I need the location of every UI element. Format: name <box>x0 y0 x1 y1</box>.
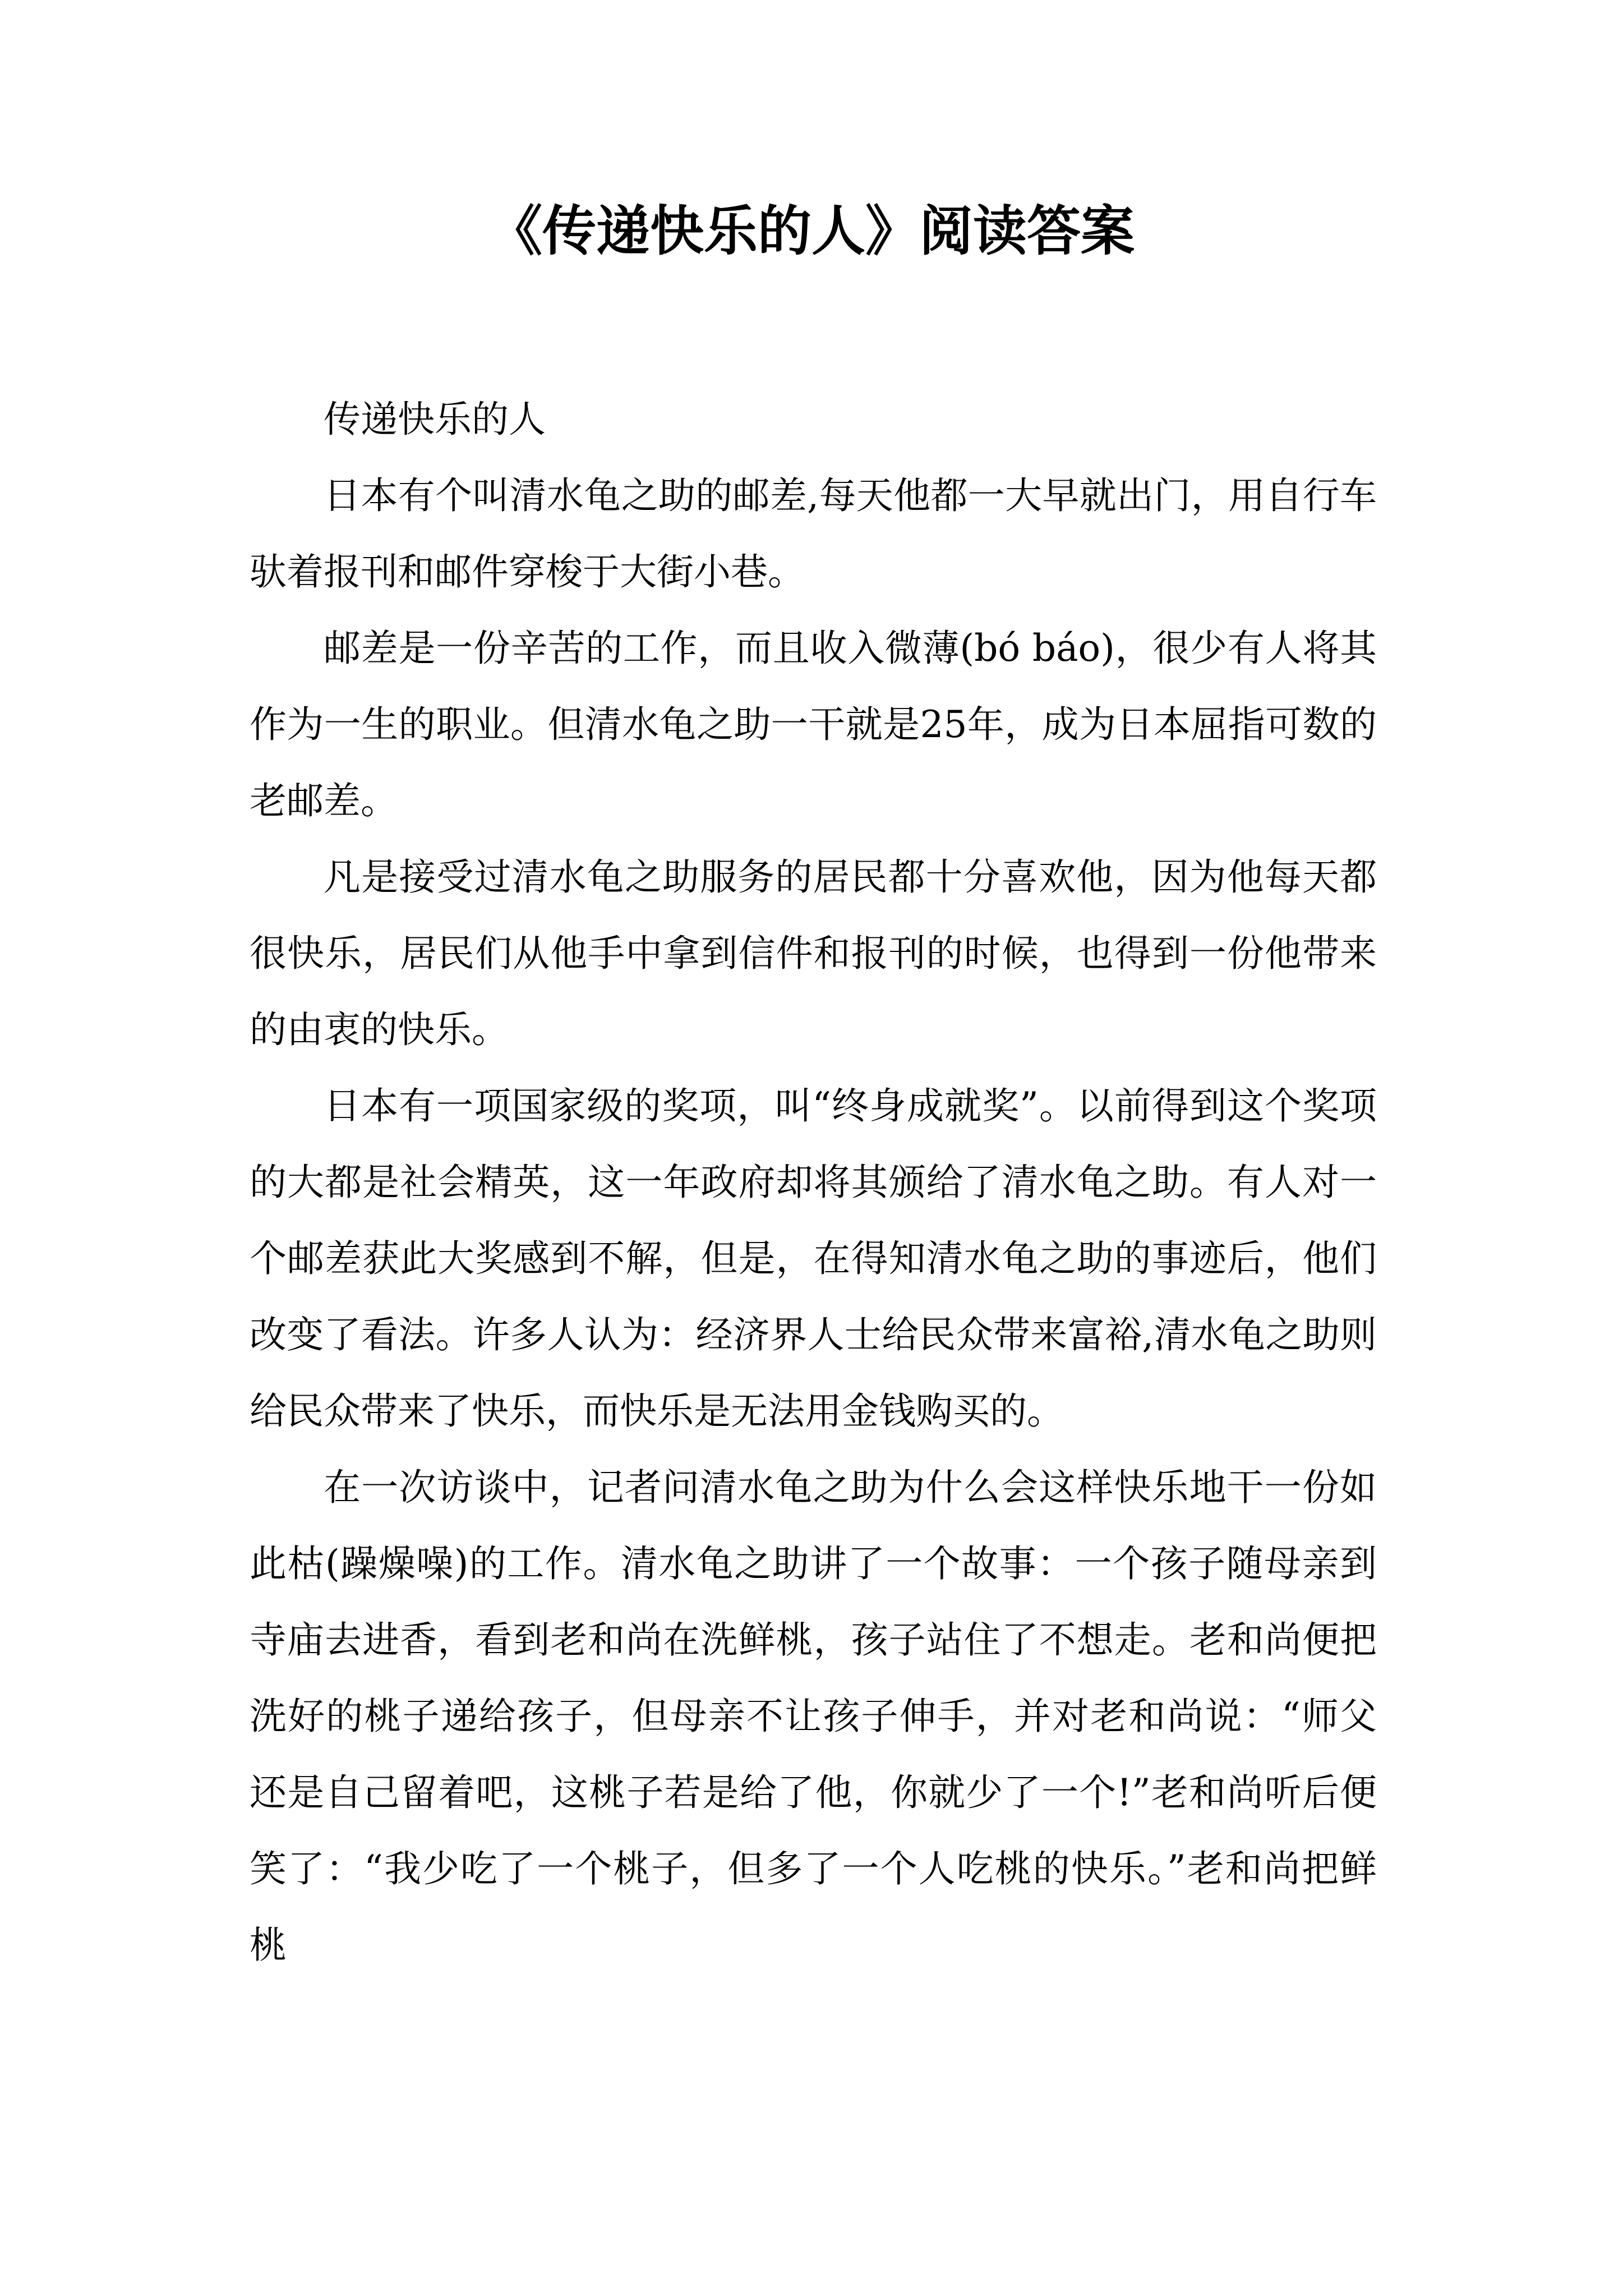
paragraph: 日本有一项国家级的奖项，叫“终身成就奖”。以前得到这个奖项的大都是社会精英，这一年政府却将其颁给了清水龟之助。有人对一个邮差获此大奖感到不解，但是，在得知清水龟之助的事迹后，他们改变了看法。许多人认为：经济界人士给民众带来富裕,清水龟之助则给民众带来了快乐，而快乐是无法用金钱购买的。 <box>250 1084 1377 1433</box>
article-body <box>250 381 1377 1984</box>
paragraph: 在一次访谈中，记者问清水龟之助为什么会这样快乐地干一份如此枯(躁燥噪)的工作。清水龟之助讲了一个故事：一个孩子随母亲到寺庙去进香，看到老和尚在洗鲜桃，孩子站住了不想走。老和尚便把洗好的桃子递给孩子，但母亲不让孩子伸手，并对老和尚说：“师父还是自己留着吧，这桃子若是给了他，你就少了一个!”老和尚听后便笑了：“我少吃了一个桃子，但多了一个人吃桃的快乐。”老和尚把鲜桃 <box>250 1466 1377 1967</box>
article-subtitle: 传递快乐的人 <box>324 398 546 441</box>
document-title: 《传递快乐的人》阅读答案 <box>488 199 1135 263</box>
paragraph: 日本有个叫清水龟之助的邮差,每天他都一大早就出门，用自行车驮着报刊和邮件穿梭于大街小巷。 <box>250 474 1377 593</box>
paragraph: 邮差是一份辛苦的工作，而且收入微薄(bó báo)，很少有人将其作为一生的职业。但清水龟之助一干就是25年，成为日本屈指可数的老邮差。 <box>250 627 1377 822</box>
paragraph: 凡是接受过清水龟之助服务的居民都十分喜欢他，因为他每天都很快乐，居民们从他手中拿到信件和报刊的时候，也得到一份他带来的由衷的快乐。 <box>250 855 1377 1051</box>
